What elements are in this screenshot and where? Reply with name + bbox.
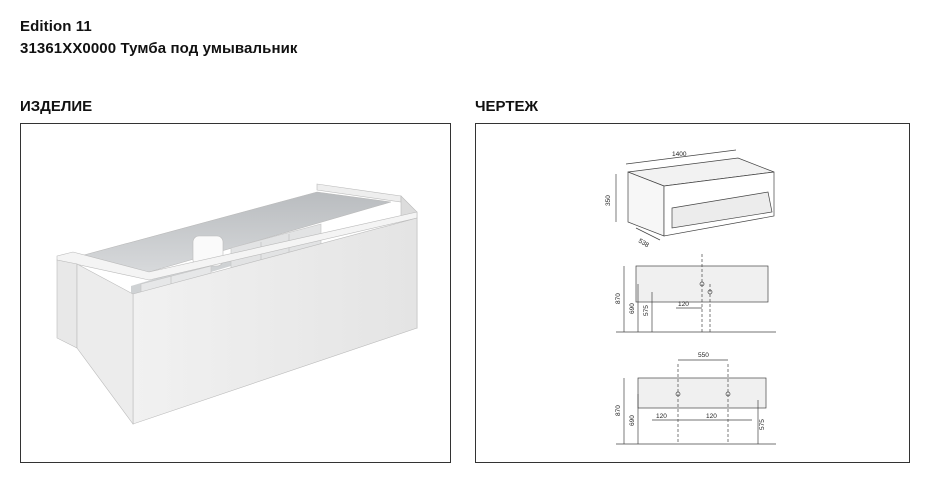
- iso-depth-label: 538: [637, 237, 650, 250]
- front-outlet-height: 690: [629, 303, 636, 314]
- technical-drawing-panel: [475, 123, 910, 463]
- article-title: 31361XX0000 Тумба под умывальник: [20, 40, 298, 57]
- iso-height-label: 350: [605, 195, 612, 206]
- double-view: [616, 360, 776, 444]
- product-image-panel: [20, 123, 451, 463]
- double-total-height: 870: [615, 405, 622, 416]
- double-outlet-height: 690: [629, 415, 636, 426]
- drawing-section-label: ЧЕРТЕЖ: [475, 98, 539, 115]
- series-title: Edition 11: [20, 18, 92, 35]
- double-offset-right: 120: [706, 413, 717, 420]
- front-total-height: 870: [615, 293, 622, 304]
- front-view: [616, 254, 776, 332]
- double-inlet-height: 575: [759, 419, 766, 430]
- iso-width-label: 1400: [672, 151, 687, 158]
- front-offset: 120: [678, 301, 689, 308]
- double-spacing: 550: [698, 352, 709, 359]
- front-inlet-height: 575: [643, 305, 650, 316]
- vanity-unit-illustration: [21, 124, 450, 462]
- product-section-label: ИЗДЕЛИЕ: [20, 98, 93, 115]
- iso-view: [616, 150, 774, 240]
- technical-drawing: [476, 124, 909, 462]
- double-offset-left: 120: [656, 413, 667, 420]
